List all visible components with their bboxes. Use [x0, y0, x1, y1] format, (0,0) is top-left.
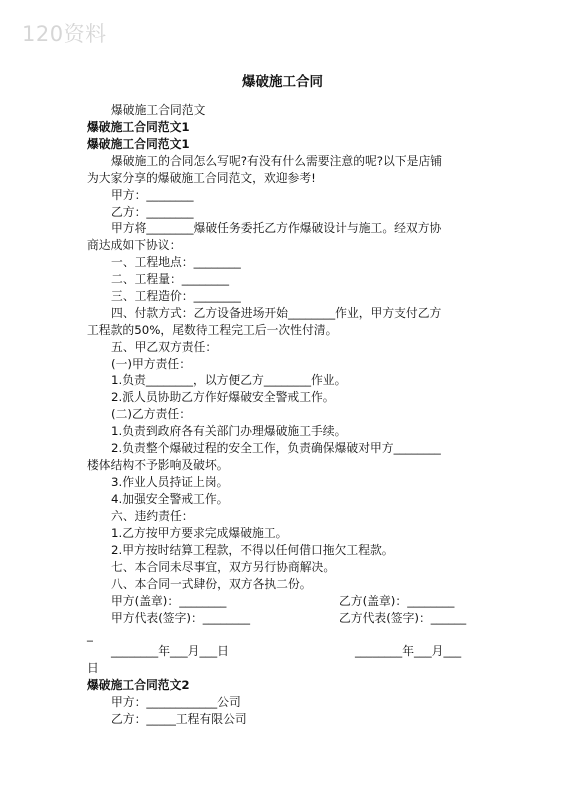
clause-line: 2.负责整个爆破过程的安全工作，负责确保爆破对甲方________	[111, 441, 441, 455]
clause-line: (二)乙方责任：	[111, 407, 191, 421]
clause-line: 2.派人员协助乙方作好爆破安全警戒工作。	[111, 390, 335, 404]
paragraph-line: 甲方将________爆破任务委托乙方作爆破设计与施工。经双方协	[111, 221, 442, 235]
paragraph-line: 商达成如下协议：	[87, 238, 182, 252]
clause-line: 五、甲乙双方责任：	[111, 340, 218, 354]
clause-line: 1.负责________，以方便乙方________作业。	[111, 373, 347, 387]
subtitle: 爆破施工合同范文	[111, 103, 206, 117]
clause-line: 三、工程造价：________	[111, 289, 241, 303]
clause-line: 四、付款方式：乙方设备进场开始________作业，甲方支付乙方	[111, 306, 442, 320]
clause-line: 八、本合同一式肆份，双方各执二份。	[111, 577, 312, 591]
party-a-representative: 甲方代表(签字)：________	[111, 611, 250, 625]
section-heading: 爆破施工合同范文1	[87, 120, 190, 134]
clause-line: 3.作业人员持证上岗。	[111, 475, 229, 489]
party-a-line: 甲方：____________公司	[111, 695, 241, 709]
party-b-representative: 乙方代表(签字)：______	[339, 611, 467, 625]
party-b-seal: 乙方(盖章)：________	[339, 594, 455, 608]
paragraph-line: 爆破施工的合同怎么写呢?有没有什么需要注意的呢?以下是店铺	[111, 154, 443, 168]
clause-line: 一、工程地点：________	[111, 255, 241, 269]
clause-line: 楼体结构不予影响及破坏。	[87, 458, 229, 472]
party-b-line: 乙方：________	[111, 205, 194, 219]
paragraph-line: 为大家分享的爆破施工合同范文，欢迎参考!	[87, 171, 316, 185]
date-day-char: 日	[87, 661, 99, 675]
clause-line: 1.乙方按甲方要求完成爆破施工。	[111, 526, 288, 540]
clause-line: 2.甲方按时结算工程款，不得以任何借口拖欠工程款。	[111, 543, 394, 557]
clause-line: 二、工程量：________	[111, 272, 229, 286]
section-heading: 爆破施工合同范文1	[87, 137, 190, 151]
document-title: 爆破施工合同	[242, 74, 323, 90]
clause-line: 4.加强安全警戒工作。	[111, 492, 229, 506]
clause-line: 工程款的50%，尾数待工程完工后一次性付清。	[87, 323, 338, 337]
party-b-date: ________年___月___	[355, 644, 462, 658]
party-a-line: 甲方：________	[111, 188, 194, 202]
party-a-seal: 甲方(盖章)：________	[111, 594, 227, 608]
clause-line: 六、违约责任：	[111, 509, 194, 523]
party-a-date: ________年___月___日	[111, 644, 229, 658]
clause-line: (一)甲方责任：	[111, 357, 191, 371]
underline-continuation: _	[87, 628, 93, 642]
clause-line: 1.负责到政府各有关部门办理爆破施工手续。	[111, 424, 347, 438]
watermark: 120资料	[22, 22, 107, 46]
party-b-line: 乙方：_____工程有限公司	[111, 712, 247, 726]
section-heading: 爆破施工合同范文2	[87, 678, 190, 692]
clause-line: 七、本合同未尽事宜，双方另行协商解决。	[111, 560, 336, 574]
